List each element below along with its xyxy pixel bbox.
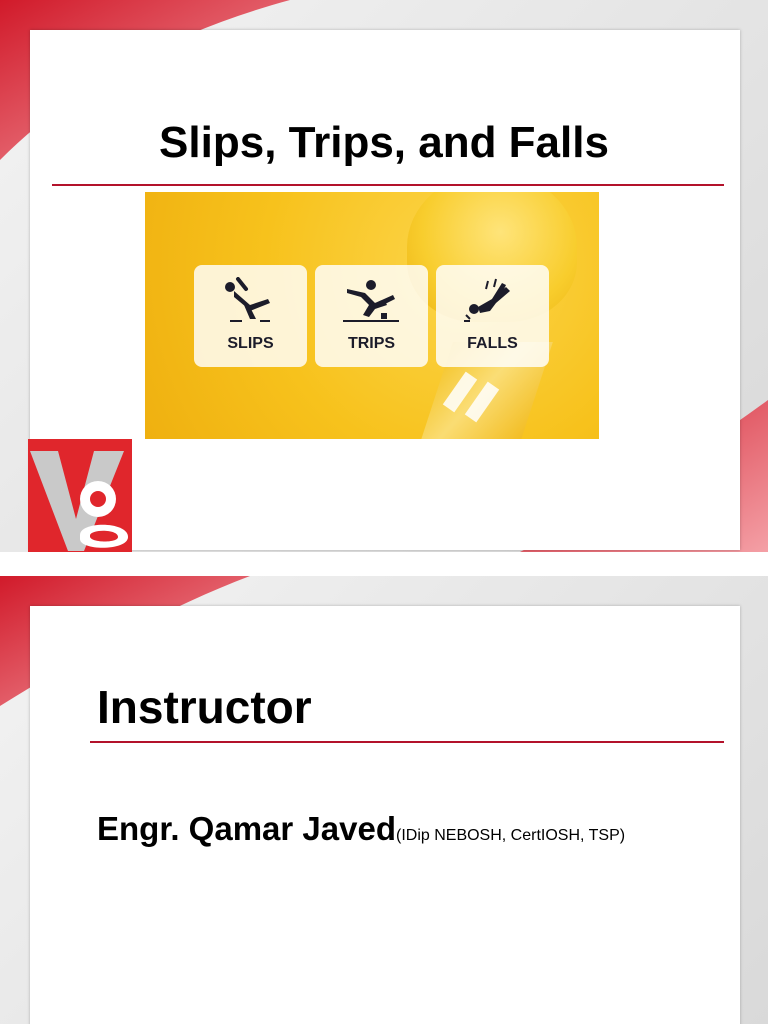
slipping-person-icon (220, 277, 280, 325)
instructor-name: Engr. Qamar Javed (97, 810, 396, 847)
slide-2 (0, 576, 768, 1024)
instructor-credentials: (IDip NEBOSH, CertIOSH, TSP) (395, 827, 626, 844)
slide-title: Slips, Trips, and Falls (159, 118, 609, 167)
card-slips (194, 265, 307, 367)
title-underline (52, 184, 724, 186)
card-label: SLIPS (227, 335, 274, 352)
title-underline (90, 741, 724, 743)
hero-image (145, 192, 599, 439)
card-label: TRIPS (347, 335, 396, 352)
tripping-person-icon (341, 277, 401, 325)
falling-person-icon (462, 277, 522, 325)
card-falls (436, 265, 549, 367)
slide-separator (0, 552, 768, 576)
card-label: FALLS (467, 335, 518, 352)
vg-logo (28, 439, 132, 552)
card-trips (315, 265, 428, 367)
instructor-line (97, 810, 625, 848)
slide-title: Instructor (97, 681, 312, 733)
